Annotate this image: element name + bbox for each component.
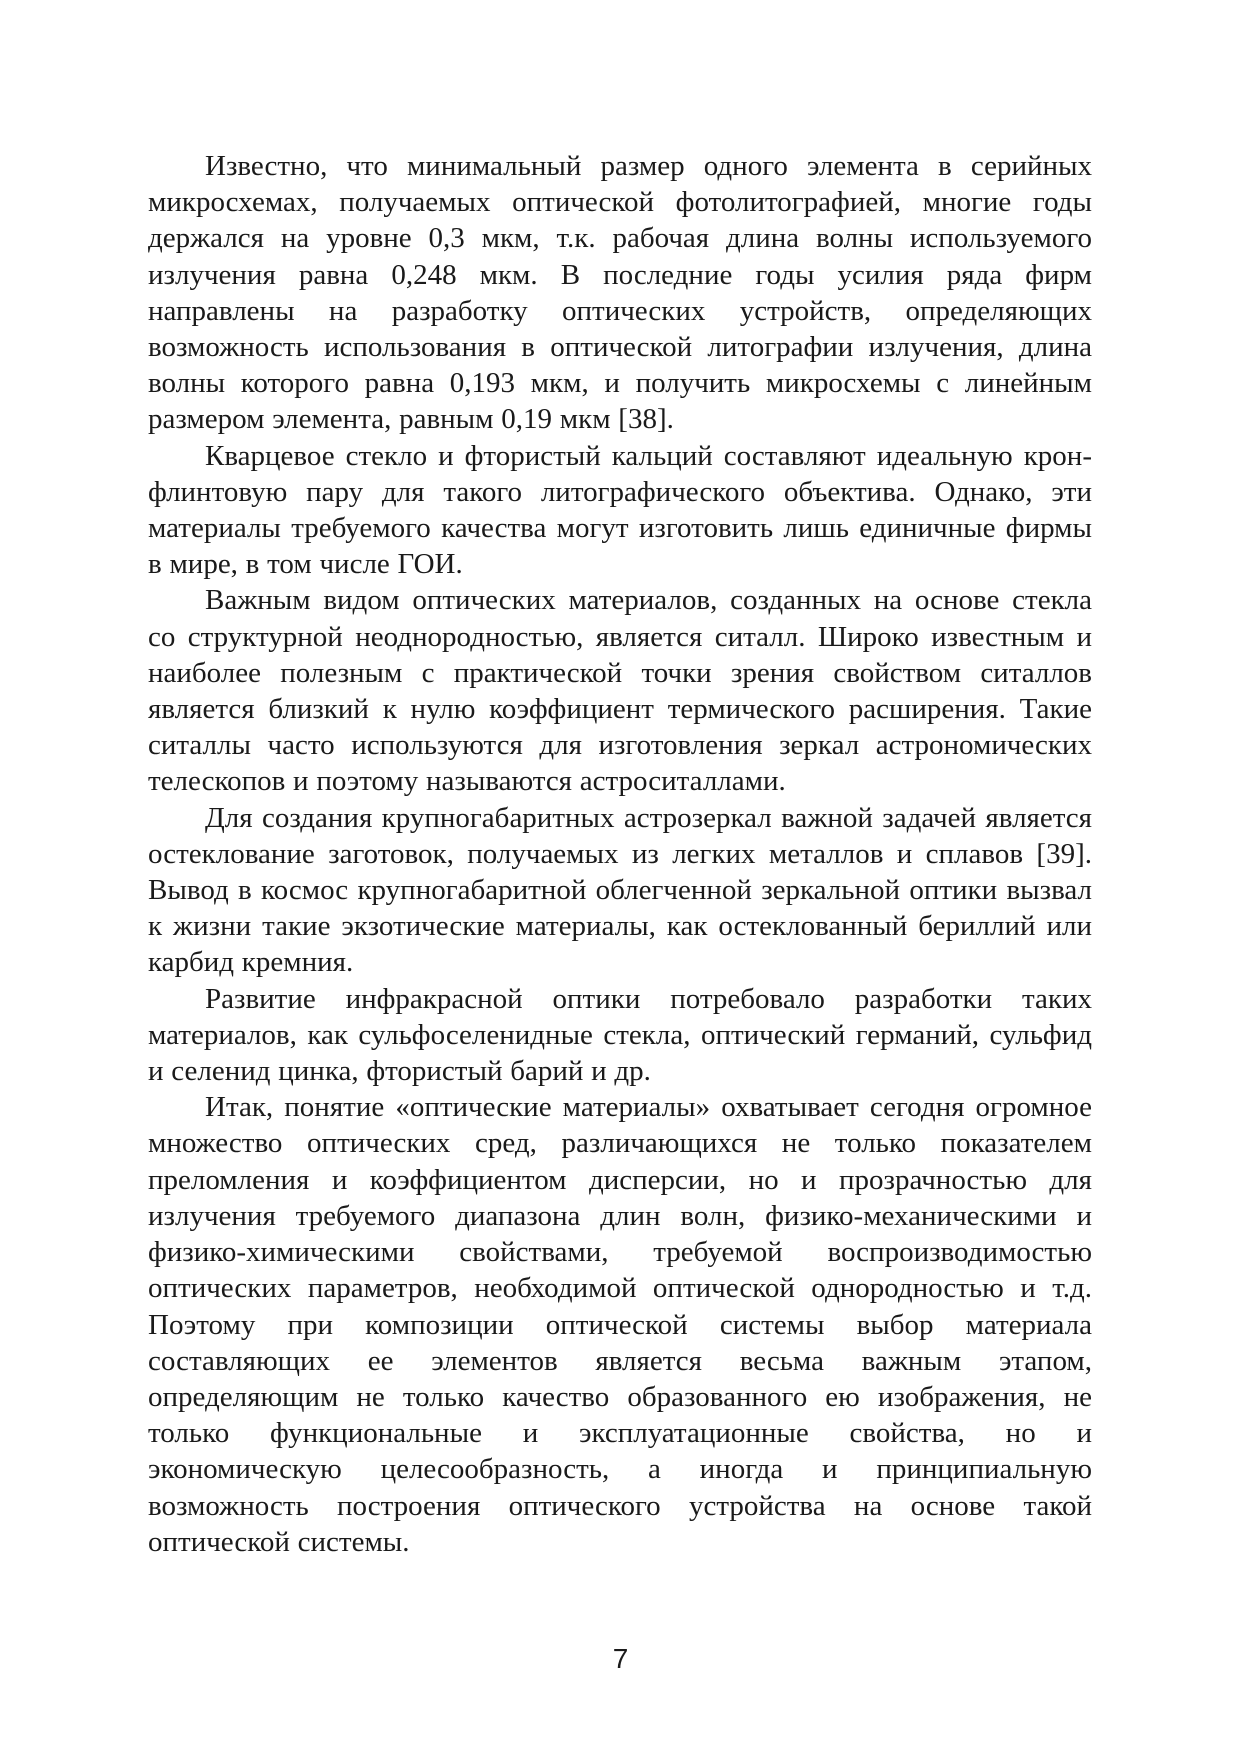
paragraph-infrared-optics: Развитие инфракрасной оптики потребовало разработки таких материалов, как сульфоселенидные стекла, оптический германий, сульфид и селенид цинка, фтористый барий и др. bbox=[148, 982, 1092, 1088]
paragraph-quartz-glass: Кварцевое стекло и фтористый кальций составляют идеальную крон-флинтовую пару для такого литографического объектива. Однако, эти материалы требуемого качества могут изготовить лишь единичные фирмы в мире, в том числе ГОИ. bbox=[148, 439, 1092, 581]
paragraph-sitall: Важным видом оптических материалов, созданных на основе стекла со структурной неоднородностью, является ситалл. Широко известным и наиболее полезным с практической точки зрения свойством ситаллов является близкий к нулю коэффициент термического расширения. Такие ситаллы часто используются для изготовления зеркал астрономических телескопов и поэтому называются астроситаллами. bbox=[148, 584, 1092, 798]
paragraph-lithography: Известно, что минимальный размер одного элемента в серийных микросхемах, получаемых оптической фотолитографией, многие годы держался на уровне 0,3 мкм, т.к. рабочая длина волны используемого излучения равна 0,248 мкм. В последние годы усилия ряда фирм направлены на разработку оптических устройств, определяющих возможность использования в оптической литографии излучения, длина волны которого равна 0,193 мкм, и получить микросхемы с линейным размером элемента, равным 0,19 мкм [38]. bbox=[148, 150, 1092, 436]
body-text bbox=[148, 148, 1092, 1560]
paragraph-optical-materials-summary: Итак, понятие «оптические материалы» охватывает сегодня огромное множество оптических сред, различающихся не только показателем преломления и коэффициентом дисперсии, но и прозрачностью для излучения требуемого диапазона длин волн, физико-механическими и физико-химическими свойствами, требуемой воспроизводимостью оптических параметров, необходимой оптической однородностью и т.д. Поэтому при композиции оптической системы выбор материала составляющих ее элементов является весьма важным этапом, определяющим не только качество образованного ею изображения, не только функциональные и эксплуатационные свойства, но и экономическую целесообразность, а иногда и принципиальную возможность построения оптического устройства на основе такой оптической системы. bbox=[148, 1091, 1092, 1558]
paragraph-astromirrors: Для создания крупногабаритных астрозеркал важной задачей является остеклование заготовок, получаемых из легких металлов и сплавов [39]. Вывод в космос крупногабаритной облегченной зеркальной оптики вызвал к жизни такие экзотические материалы, как остеклованный бериллий или карбид кремния. bbox=[148, 801, 1092, 979]
page-number: 7 bbox=[612, 1643, 629, 1674]
